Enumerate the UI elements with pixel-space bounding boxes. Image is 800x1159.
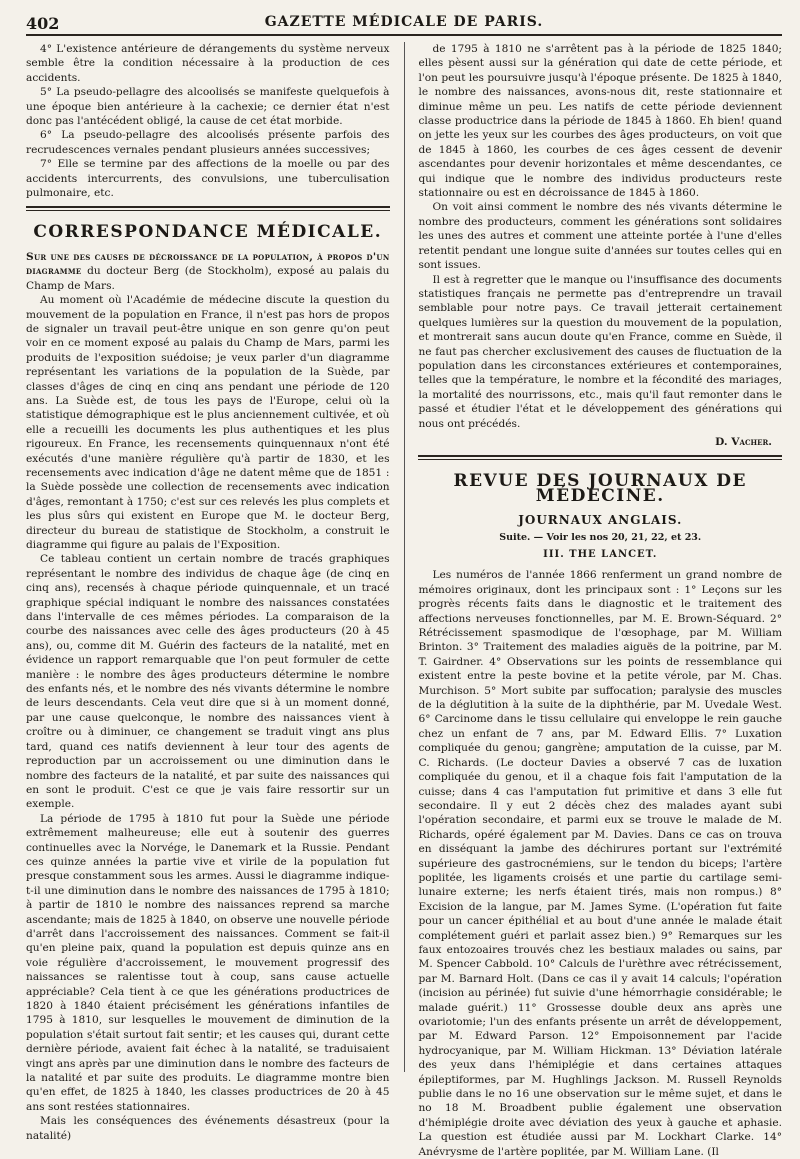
- running-title: GAZETTE MÉDICALE DE PARIS.: [264, 14, 544, 30]
- two-column-body: [26, 42, 782, 1158]
- section-title: CORRESPONDANCE MÉDICALE.: [33, 222, 383, 243]
- right-column: [418, 42, 782, 1158]
- list-item: 7° Elle se termine par des affections de la moelle ou par des accidents intercurrents, des convulsions, une tuberculisation pulmonaire, etc.: [26, 158, 390, 200]
- author-signature: D. Vacher.: [715, 435, 772, 448]
- subtitle-small-caps: Sur une des causes de décroissance de la population, à propos d'un diagramme: [26, 250, 390, 278]
- subtitle-rest: du docteur Berg (de Stockholm), exposé au palais du Champ de Mars.: [26, 265, 390, 292]
- page-header: [26, 0, 782, 36]
- journaux-title: JOURNAUX ANGLAIS.: [518, 513, 683, 528]
- article-subtitle: [26, 250, 390, 293]
- article-paragraph: Ce tableau contient un certain nombre de tracés graphiques représentant le nombre des individus de chaque âge (de cinq en cinq ans), recensés à chaque période quinquennale, et un tracé graphique spécial indiquant le nombre des naissances constatées dans l'intervalle de ces mêmes périodes. La comparaison de la courbe des naissances avec celle des âges producteurs (20 à 45 ans), ou, comme dit M. Guérin des facteurs de la natalité, met en évidence un rapport remarquable que l'on peut formuler de cette manière : le nombre des âges producteurs détermine le nombre des enfants nés, et le nombre des nés vivants détermine le nombre de leurs descendants. Cela veut dire que si à un moment donné, par une cause quelconque, le nombre des naissances vient à croître ou à diminuer, ce changement se traduit vingt ans plus tard, quand ces natifs deviennent à leur tour des agents de reproduction par un accroissement ou une diminution dans le nombre des facteurs de la natalité, et par suite des naissances qui en sont le produit. C'est ce que je vais faire ressortir sur un exemple.: [26, 553, 390, 811]
- article-paragraph: Il est à regretter que le manque ou l'insuffisance des documents statistiques français ne permette pas d'entreprendre un travail semblable pour notre pays. Ce travail jetterait certainement quelques lumières sur la question du mouvement de la population, et montrerait sans aucun doute qu'en France, comme en Suède, il ne faut pas chercher exclusivement des causes de fluctuation de la population dans les circonstances extérieures et contemporaines, telles que la température, le nombre et la fécondité des mariages, la mortalité des nourrissons, etc., mais qu'il faut remonter dans le passé et étudier l'état et le développement des générations qui nous ont précédés.: [418, 273, 782, 430]
- column-separator: [404, 42, 405, 1072]
- article-paragraph: On voit ainsi comment le nombre des nés vivants détermine le nombre des producteurs, comment les générations sont solidaires les unes des autres et comment une atteinte portée à l'une d'elles retentit pendant une longue suite d'années sur toutes celles qui en sont issues.: [418, 201, 782, 272]
- page-number: 402: [26, 14, 60, 33]
- section-divider: [418, 455, 782, 460]
- lancet-heading: III. THE LANCET.: [543, 549, 658, 560]
- suite-note: Suite. — Voir les nos 20, 21, 22, et 23.: [499, 531, 702, 543]
- article-paragraph: Mais les conséquences des événements désastreux (pour la natalité): [26, 1115, 390, 1142]
- article-paragraph: Les numéros de l'année 1866 renferment un grand nombre de mémoires originaux, dont les principaux sont : 1° Leçons sur les progrès récents faits dans le diagnostic et le traitement des affections nerveuses fonctionnelles, par M. E. Brown-Séquard. 2° Rétrécissement spasmodique de l'œsophage, par M. William Brinton. 3° Traitement des maladies aiguës de la poitrine, par M. T. Gairdner. 4° Observations sur les points de ressemblance qui existent entre la peste bovine et la petite vérole, par M. Chas. Murchison. 5° Mort subite par suffocation; paralysie des muscles de la déglutition à la suite de la diphthérie, par M. Uvedale West. 6° Carcinome dans le tissu cellulaire qui enveloppe le rein gauche chez un enfant de 7 ans, par M. Edward Ellis. 7° Luxation compliquée du genou; gangrène; amputation de la cuisse, par M. C. Richards. (Le docteur Davies a observé 7 cas de luxation compliquée du genou, et il a chaque fois fait l'amputation de la cuisse; dans 4 cas l'amputation fut primitive et dans 3 elle fut secondaire. Il y eut 2 décès chez des malades ayant subi l'opération secondaire, et parmi eux se trouve le malade de M. Richards, opéré également par M. Davies. Dans ce cas on trouva en disséquant la jambe des déchirures portant sur l'extrémité supérieure des gastrocnémiens, sur le tendon du biceps; l'artère poplitée, les ligaments croisés et une partie du cartilage semi-lunaire externe; les nerfs étaient tirés, mais non rompus.) 8° Excision de la langue, par M. James Syme. (L'opération fut faite pour un cancer épithélial et au bout d'une année le malade était complétement guéri et parlait assez bien.) 9° Remarques sur les faux entozoaires trouvés chez les bestiaux malades ou sains, par M. Spencer Cabbold. 10° Calculs de l'urèthre avec rétrécissement, par M. Barnard Holt. (Dans ce cas il y avait 14 calculs; l'opération (incision au périnée) fut suivie d'une hémorrhagie considérable; le malade guérit.) 11° Grossesse double deux ans après une ovariotomie; l'un des enfants présente un arrêt de développement, par M. Edward Parson. 12° Empoisonnement par l'acide hydrocyanique, par M. William Hickman. 13° Déviation latérale des yeux dans l'hémiplégie et dans certaines attaques épileptiformes, par M. Hughlings Jackson. M. Russell Reynolds publie dans le no 16 une observation sur le même sujet, et dans le no 18 M. Broadbent publie également une observation d'hémiplégie droite avec déviation des yeux à gauche et aphasie. La question est étudiée aussi par M. Lockhart Clarke. 14° Anévrysme de l'artère poplitée, par M. William Lane. (Il: [418, 569, 782, 1158]
- revue-title: REVUE DES JOURNAUX DE MÉDECINE.: [453, 471, 748, 506]
- list-item: 6° La pseudo-pellagre des alcoolisés présente parfois des recrudescences vernales pendant plusieurs années successives;: [26, 129, 390, 156]
- list-item: 5° La pseudo-pellagre des alcoolisés se manifeste quelquefois à une époque bien antérieure à la cachexie; ce dernier état n'est donc pas l'antécédent obligé, la cause de cet état morbide.: [26, 86, 390, 128]
- section-divider: [26, 206, 390, 211]
- article-paragraph: Au moment où l'Académie de médecine discute la question du mouvement de la population en France, il n'est pas hors de propos de signaler un travail peut-être unique en son genre qu'on peut voir en ce moment exposé au palais du Champ de Mars, parmi les produits de l'exposition suédoise; je veux parler d'un diagramme représentant les variations de la population de la Suède, par classes d'âges de cinq en cinq ans pendant une période de 120 ans. La Suède est, de tous les pays de l'Europe, celui où la statistique démographique est le plus anciennement cultivée, et où elle a recueilli les documents les plus authentiques et les plus rigoureux. En France, les recensements quinquennaux n'ont été exécutés d'une manière régulière qu'à partir de 1830, et les recensements avec indication d'âge ne datent même que de 1851 : la Suède possède une collection de recensements avec indication d'âges, remontant à 1750; c'est sur ces relevés les plus complets et les plus sûrs qui existent en Europe que M. le docteur Berg, directeur du bureau de statistique de Stockholm, a construit le diagramme qui figure au palais de l'Exposition.: [26, 294, 390, 551]
- article-paragraph: de 1795 à 1810 ne s'arrêtent pas à la période de 1825 1840; elles pèsent aussi sur la génération qui date de cette période, et l'on peut les poursuivre jusqu'à l'époque présente. De 1825 à 1840, le nombre des naissances, avons-nous dit, reste stationnaire et diminue même un peu. Les natifs de cette période deviennent classe productrice dans la période de 1845 à 1860. Eh bien! quand on jette les yeux sur les courbes des âges producteurs, on voit que de 1845 à 1860, les courbes de ces âges cessent de devenir ascendantes pour devenir horizontales et même descendantes, ce qui indique que le nombre des individus producteurs reste stationnaire ou est en décroissance de 1845 à 1860.: [418, 43, 782, 200]
- article-paragraph: La période de 1795 à 1810 fut pour la Suède une période extrêmement malheureuse; elle eut à soutenir des guerres continuelles avec la Norvége, le Danemark et la Russie. Pendant ces quinze années la partie vive et virile de la population fut presque constamment sous les armes. Aussi le diagramme indique-t-il une diminution dans le nombre des naissances de 1795 à 1810; à partir de 1810 le nombre des naissances reprend sa marche ascendante; mais de 1825 à 1840, on observe une nouvelle période d'arrêt dans l'accroissement des naissances. Comment se fait-il qu'en pleine paix, quand la population est depuis quinze ans en voie régulière d'accroissement, le mouvement progressif des naissances se ralentisse tout à coup, sans cause actuelle appréciable? Cela tient à ce que les générations productrices de 1820 à 1840 étaient précisément les générations infantiles de 1795 à 1810, sur lesquelles le mouvement de diminution de la population s'était surtout fait sentir; et les causes qui, durant cette dernière période, avaient fait échec à la natalité, se traduisaient vingt ans après par une diminution dans le nombre des facteurs de la natalité et par suite des produits. Le diagramme montre bien qu'en effet, de 1825 à 1840, les classes productrices de 20 à 45 ans sont restées stationnaires.: [26, 812, 390, 1113]
- left-column: [26, 42, 390, 1142]
- list-item: 4° L'existence antérieure de dérangements du système nerveux semble être la condition nécessaire à la production de ces accidents.: [26, 43, 390, 84]
